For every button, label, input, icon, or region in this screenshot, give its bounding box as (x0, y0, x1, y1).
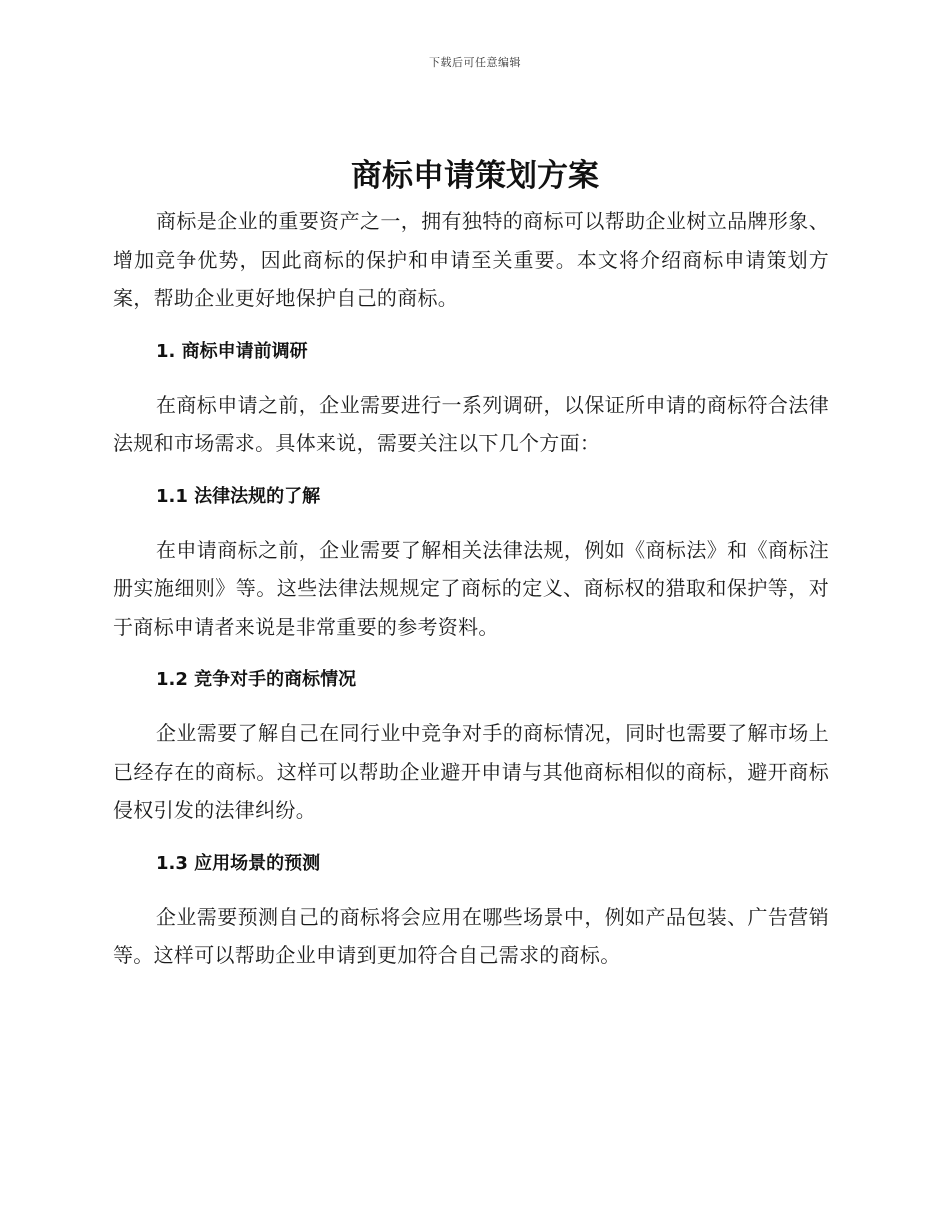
section-paragraph-1-2: 企业需要了解自己在同行业中竞争对手的商标情况，同时也需要了解市场上已经存在的商标。这样可以帮助企业避开申请与其他商标相似的商标，避开商标侵权引发的法律纠纷。 (113, 721, 829, 822)
document-title: 商标申请策划方案 (351, 158, 599, 194)
document-body (113, 202, 829, 995)
section-paragraph-1-1: 在申请商标之前，企业需要了解相关法律法规，例如《商标法》和《商标注册实施细则》等。这些法律法规规定了商标的定义、商标权的猎取和保护等，对于商标申请者来说是非常重要的参考资料。 (113, 537, 829, 639)
section-paragraph-1-3: 企业需要预测自己的商标将会应用在哪些场景中，例如产品包装、广告营销等。这样可以帮助企业申请到更加符合自己需求的商标。 (113, 904, 829, 967)
section-heading-1-1: 1.1 法律法规的了解 (156, 485, 321, 507)
section-heading-1: 1. 商标申请前调研 (156, 340, 308, 362)
header-note: 下载后可任意编辑 (429, 56, 521, 69)
section-paragraph-1: 在商标申请之前，企业需要进行一系列调研，以保证所申请的商标符合法律法规和市场需求。具体来说，需要关注以下几个方面： (113, 392, 829, 455)
intro-paragraph: 商标是企业的重要资产之一，拥有独特的商标可以帮助企业树立品牌形象、增加竞争优势，因此商标的保护和申请至关重要。本文将介绍商标申请策划方案，帮助企业更好地保护自己的商标。 (113, 209, 829, 310)
section-heading-1-2: 1.2 竞争对手的商标情况 (156, 669, 357, 690)
section-heading-1-3: 1.3 应用场景的预测 (156, 852, 321, 874)
